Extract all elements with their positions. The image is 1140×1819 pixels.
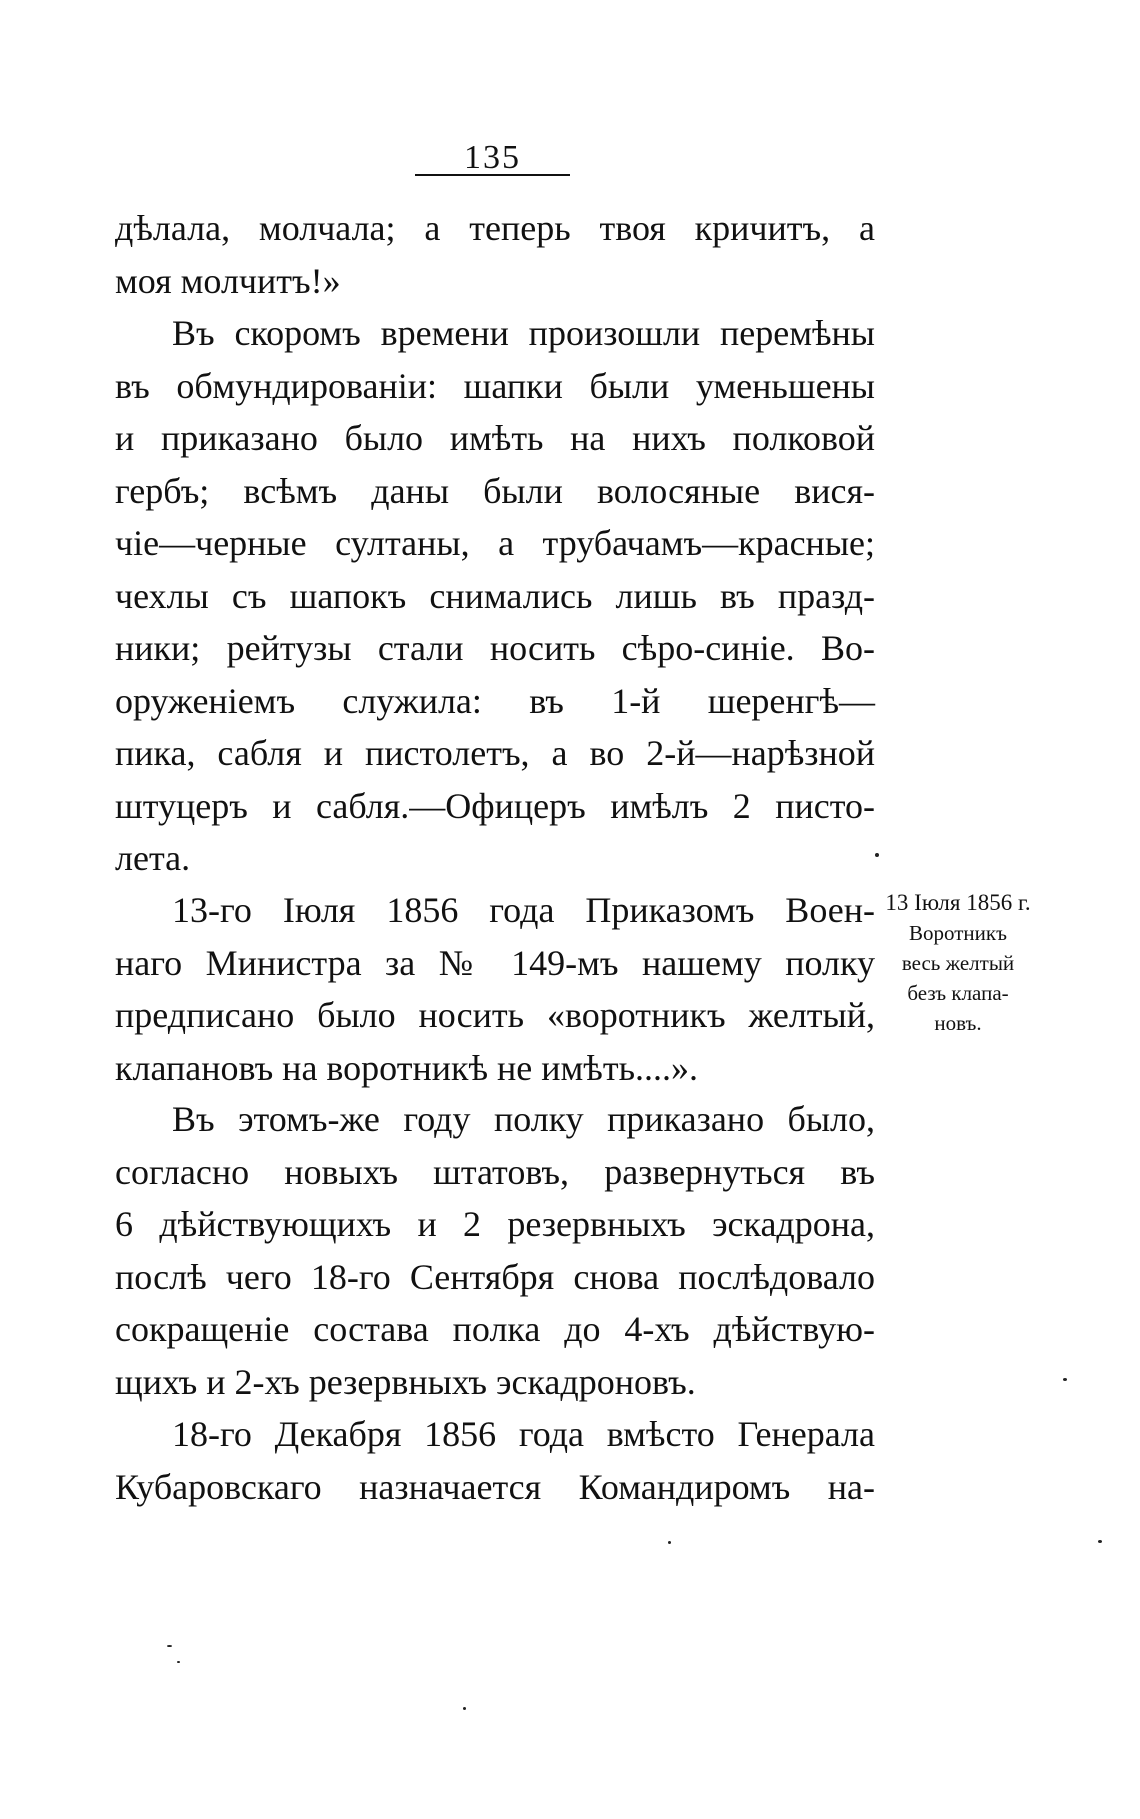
text-line: щихъ и 2-хъ резервныхъ эскадроновъ. — [115, 1361, 696, 1402]
text-line: согласно новыхъ штатовъ, развернуться въ — [115, 1151, 875, 1192]
margin-note — [878, 888, 1038, 1038]
text-line: въ обмундированіи: шапки были уменьшены — [115, 365, 875, 406]
page-number: 135 — [464, 139, 521, 176]
text-line: сокращеніе состава полка до 4-хъ дѣйствую- — [115, 1309, 875, 1349]
text-line: ники; рейтузы стали носить сѣро-синіе. Во- — [115, 628, 875, 668]
text-line: чехлы съ шапокъ снимались лишь въ празд- — [115, 575, 875, 616]
text-line: лета. — [115, 838, 191, 878]
text-line: Въ этомъ-же году полку приказано было, — [172, 1099, 875, 1139]
paragraph-3 — [115, 884, 875, 1094]
text-line: дѣлала, молчала; а теперь твоя кричитъ, а — [115, 208, 875, 248]
text-line: предписано было носить «воротникъ желтый, — [115, 995, 875, 1035]
text-line: 13-го Іюля 1856 года Приказомъ Воен- — [172, 890, 875, 930]
text-line: клапановъ на воротникѣ не имѣть....». — [115, 1047, 698, 1088]
margin-note-line: весь желтый — [901, 951, 1015, 975]
margin-note-line: 13 Іюля 1856 г. — [885, 890, 1031, 915]
text-line: штуцеръ и сабля.—Офицеръ имѣлъ 2 писто- — [115, 785, 875, 826]
text-line: оруженіемъ служила: въ 1-й шеренгѣ— — [115, 680, 875, 721]
paragraph-1 — [115, 202, 875, 307]
scan-speck — [177, 1661, 180, 1663]
scan-speck — [463, 1707, 466, 1710]
scan-speck — [1063, 1378, 1067, 1381]
paragraph-2 — [115, 307, 875, 885]
text-line: послѣ чего 18-го Сентября снова послѣдовало — [115, 1256, 875, 1297]
text-line: и приказано было имѣть на нихъ полковой — [115, 418, 875, 458]
text-line: гербъ; всѣмъ даны были волосяные вися- — [115, 470, 875, 511]
page-number-rule — [415, 174, 570, 176]
text-line: наго Министра за № 149-мъ нашему полку — [115, 942, 875, 983]
text-line: моя молчитъ!» — [115, 260, 341, 301]
text-line: пика, сабля и пистолетъ, а во 2-й—нарѣзной — [115, 733, 875, 773]
margin-note-line: Воротникъ — [909, 921, 1007, 945]
scan-speck — [875, 853, 879, 857]
text-line: чіе—черные султаны, а трубачамъ—красные; — [115, 523, 875, 563]
text-line: 6 дѣйствующихъ и 2 резервныхъ эскадрона, — [115, 1204, 875, 1244]
paragraph-4 — [115, 1093, 875, 1408]
paragraph-5 — [115, 1408, 875, 1513]
margin-note-line: новъ. — [934, 1011, 982, 1035]
margin-note-line: безъ клапа- — [907, 981, 1009, 1005]
text-line: Кубаровскаго назначается Командиромъ на- — [115, 1466, 875, 1507]
scan-speck — [167, 1645, 172, 1647]
text-line: 18-го Декабря 1856 года вмѣсто Генерала — [172, 1414, 875, 1454]
text-line: Въ скоромъ времени произошли перемѣны — [172, 313, 875, 353]
scan-speck — [1098, 1540, 1102, 1543]
scan-speck — [668, 1541, 671, 1544]
